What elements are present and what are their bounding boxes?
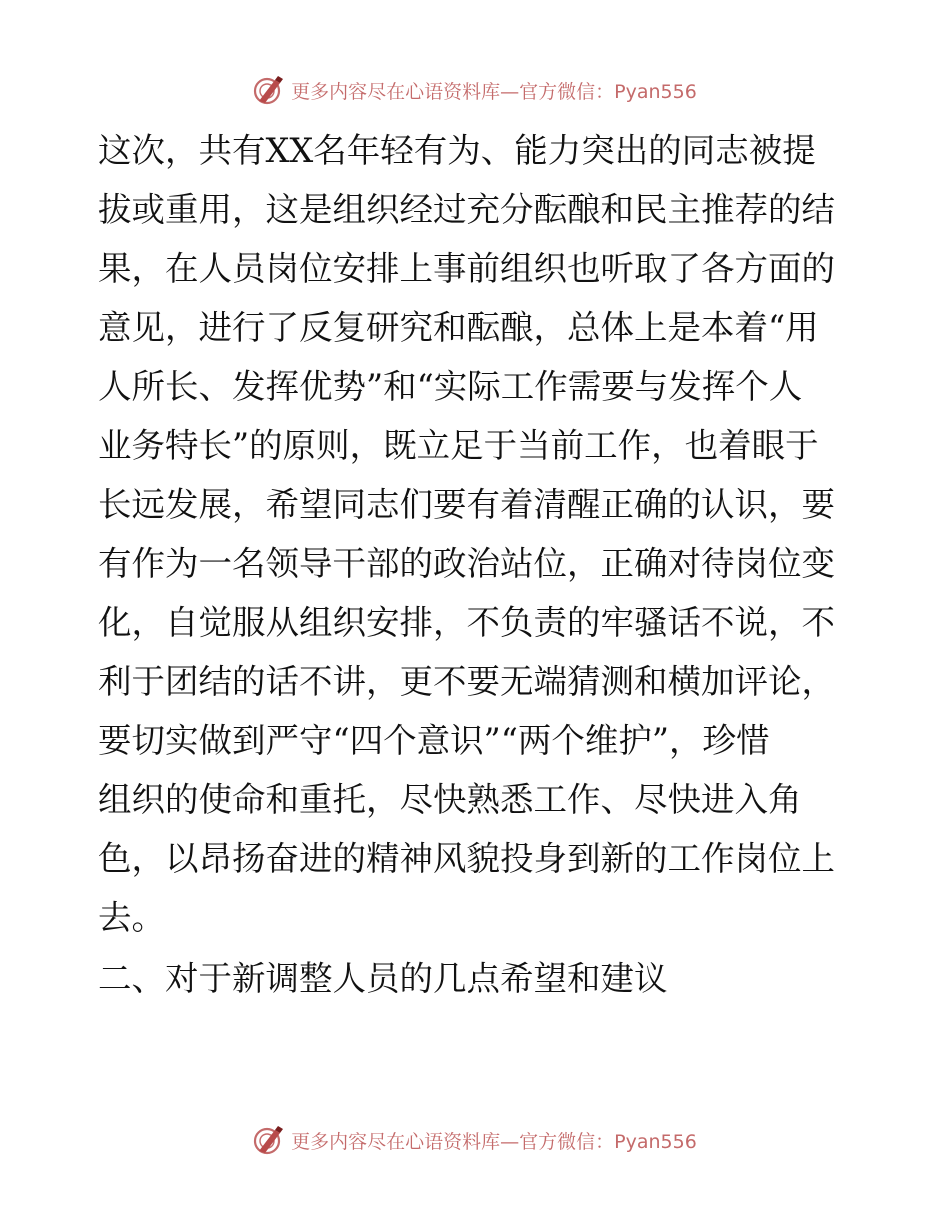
paragraph-line: 有作为一名领导干部的政治站位，正确对待岗位变 [98, 544, 835, 583]
body-paragraph [98, 121, 850, 947]
watermark-text [291, 1127, 697, 1154]
paragraph-line: 去。 [98, 898, 165, 937]
paragraph-line: 果，在人员岗位安排上事前组织也听取了各方面的 [98, 249, 835, 288]
section-heading: 二、对于新调整人员的几点希望和建议 [98, 959, 668, 998]
pen-logo-icon [253, 1124, 285, 1156]
watermark-account: Pyan556 [614, 1130, 697, 1153]
paragraph-line: 拔或重用，这是组织经过充分酝酿和民主推荐的结 [98, 190, 835, 229]
watermark-main-text: 更多内容尽在心语资料库—官方微信： [291, 80, 615, 103]
paragraph-line: 色，以昂扬奋进的精神风貌投身到新的工作岗位上 [98, 839, 835, 878]
paragraph-line: 利于团结的话不讲，更不要无端猜测和横加评论， [98, 662, 835, 701]
paragraph-line: 人所长、发挥优势”和“实际工作需要与发挥个人 [98, 367, 803, 406]
paragraph-line: 化，自觉服从组织安排，不负责的牢骚话不说，不 [98, 603, 835, 642]
paragraph-line: 长远发展，希望同志们要有着清醒正确的认识，要 [98, 485, 835, 524]
paragraph-line: 业务特长”的原则，既立足于当前工作，也着眼于 [98, 426, 819, 465]
paragraph-line: 要切实做到严守“四个意识”“两个维护”，珍惜 [98, 721, 770, 760]
watermark-account: Pyan556 [614, 80, 697, 103]
pen-logo-icon [253, 74, 285, 106]
watermark-main-text: 更多内容尽在心语资料库—官方微信： [291, 1130, 615, 1153]
watermark-text [291, 77, 697, 104]
paragraph-line: 意见，进行了反复研究和酝酿，总体上是本着“用 [98, 308, 819, 347]
watermark-footer [0, 1120, 950, 1160]
paragraph-line: 这次，共有XX名年轻有为、能力突出的同志被提 [98, 131, 816, 170]
watermark-header [0, 70, 950, 110]
paragraph-line: 组织的使命和重托，尽快熟悉工作、尽快进入角 [98, 780, 802, 819]
